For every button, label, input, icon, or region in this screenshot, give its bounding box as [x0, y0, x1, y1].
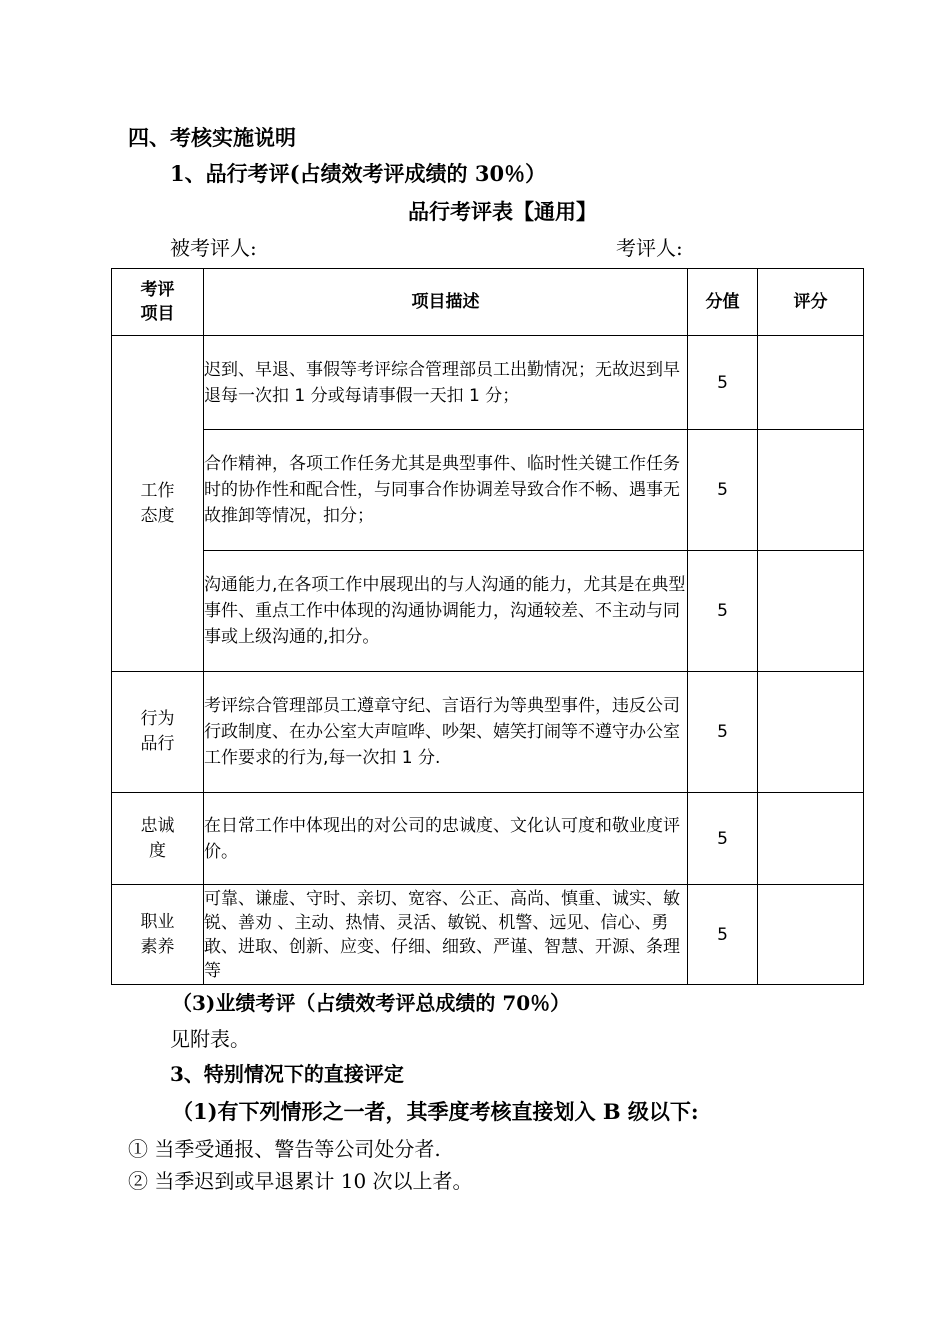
special-subheading: （1)有下列情形之一者，其季度考核直接划入 B 级以下:: [172, 1099, 699, 1124]
header-rating: 评分: [758, 269, 864, 336]
table-row: [112, 793, 864, 885]
rating-cell[interactable]: [758, 551, 864, 672]
description-cell: 考评综合管理部员工遵章守纪、言语行为等典型事件，违反公司行政制度、在办公室大声喧哗、吵架、嬉笑打闹等不遵守办公室工作要求的行为,每一次扣 1 分.: [204, 672, 688, 793]
category-cell: 忠诚 度: [112, 793, 204, 885]
table-row: [112, 551, 864, 672]
table-row: [112, 672, 864, 793]
special-heading: 3、特别情况下的直接评定: [170, 1062, 404, 1086]
performance-heading: （3)业绩考评（占绩效考评总成绩的 70％）: [172, 991, 571, 1015]
table-row: [112, 430, 864, 551]
score-cell: 5: [688, 430, 758, 551]
score-cell: 5: [688, 885, 758, 985]
description-cell: 可靠、谦虚、守时、亲切、宽容、公正、高尚、慎重、诚实、敏锐、善劝 、主动、热情、灵活、敏锐、机警、远见、信心、勇敢、进取、创新、应变、仔细、细致、严谨、智慧、开源、条理等: [204, 885, 688, 985]
section-heading: 四、考核实施说明: [128, 125, 296, 150]
table-row: [112, 885, 864, 985]
category-cell: 职业 素养: [112, 885, 204, 985]
header-score: 分值: [688, 269, 758, 336]
header-description: 项目描述: [204, 269, 688, 336]
table-title: 品行考评表【通用】: [408, 199, 597, 224]
description-cell: 沟通能力,在各项工作中展现出的与人沟通的能力，尤其是在典型事件、重点工作中体现的沟通协调能力，沟通较差、不主动与同事或上级沟通的,扣分。: [204, 551, 688, 672]
rating-cell[interactable]: [758, 793, 864, 885]
evaluatee-label: 被考评人:: [170, 236, 257, 260]
table-header-row: [112, 269, 864, 336]
score-cell: 5: [688, 551, 758, 672]
description-cell: 合作精神，各项工作任务尤其是典型事件、临时性关键工作任务时的协作性和配合性，与同事合作协调差导致合作不畅、遇事无故推卸等情况，扣分；: [204, 430, 688, 551]
header-category: [112, 269, 204, 336]
evaluator-label: 考评人:: [616, 236, 683, 260]
description-cell: 迟到、早退、事假等考评综合管理部员工出勤情况；无故迟到早退每一次扣 1 分或每请事假一天扣 1 分；: [204, 336, 688, 430]
rating-cell[interactable]: [758, 885, 864, 985]
header-category-l1: 考评: [140, 280, 175, 300]
rating-cell[interactable]: [758, 672, 864, 793]
score-cell: 5: [688, 672, 758, 793]
table-row: [112, 336, 864, 430]
header-category-l2: 项目: [140, 304, 175, 324]
special-item: ① 当季受通报、警告等公司处分者.: [128, 1137, 441, 1161]
section-subheading: 1、品行考评(占绩效考评成绩的 30％）: [170, 161, 547, 186]
category-cell: 工作 态度: [112, 336, 204, 672]
special-item: ② 当季迟到或早退累计 10 次以上者。: [128, 1169, 473, 1193]
score-cell: 5: [688, 336, 758, 430]
performance-text: 见附表。: [170, 1027, 250, 1051]
rating-cell[interactable]: [758, 336, 864, 430]
evaluation-table: [111, 268, 864, 985]
category-cell: 行为 品行: [112, 672, 204, 793]
rating-cell[interactable]: [758, 430, 864, 551]
description-cell: 在日常工作中体现出的对公司的忠诚度、文化认可度和敬业度评价。: [204, 793, 688, 885]
score-cell: 5: [688, 793, 758, 885]
